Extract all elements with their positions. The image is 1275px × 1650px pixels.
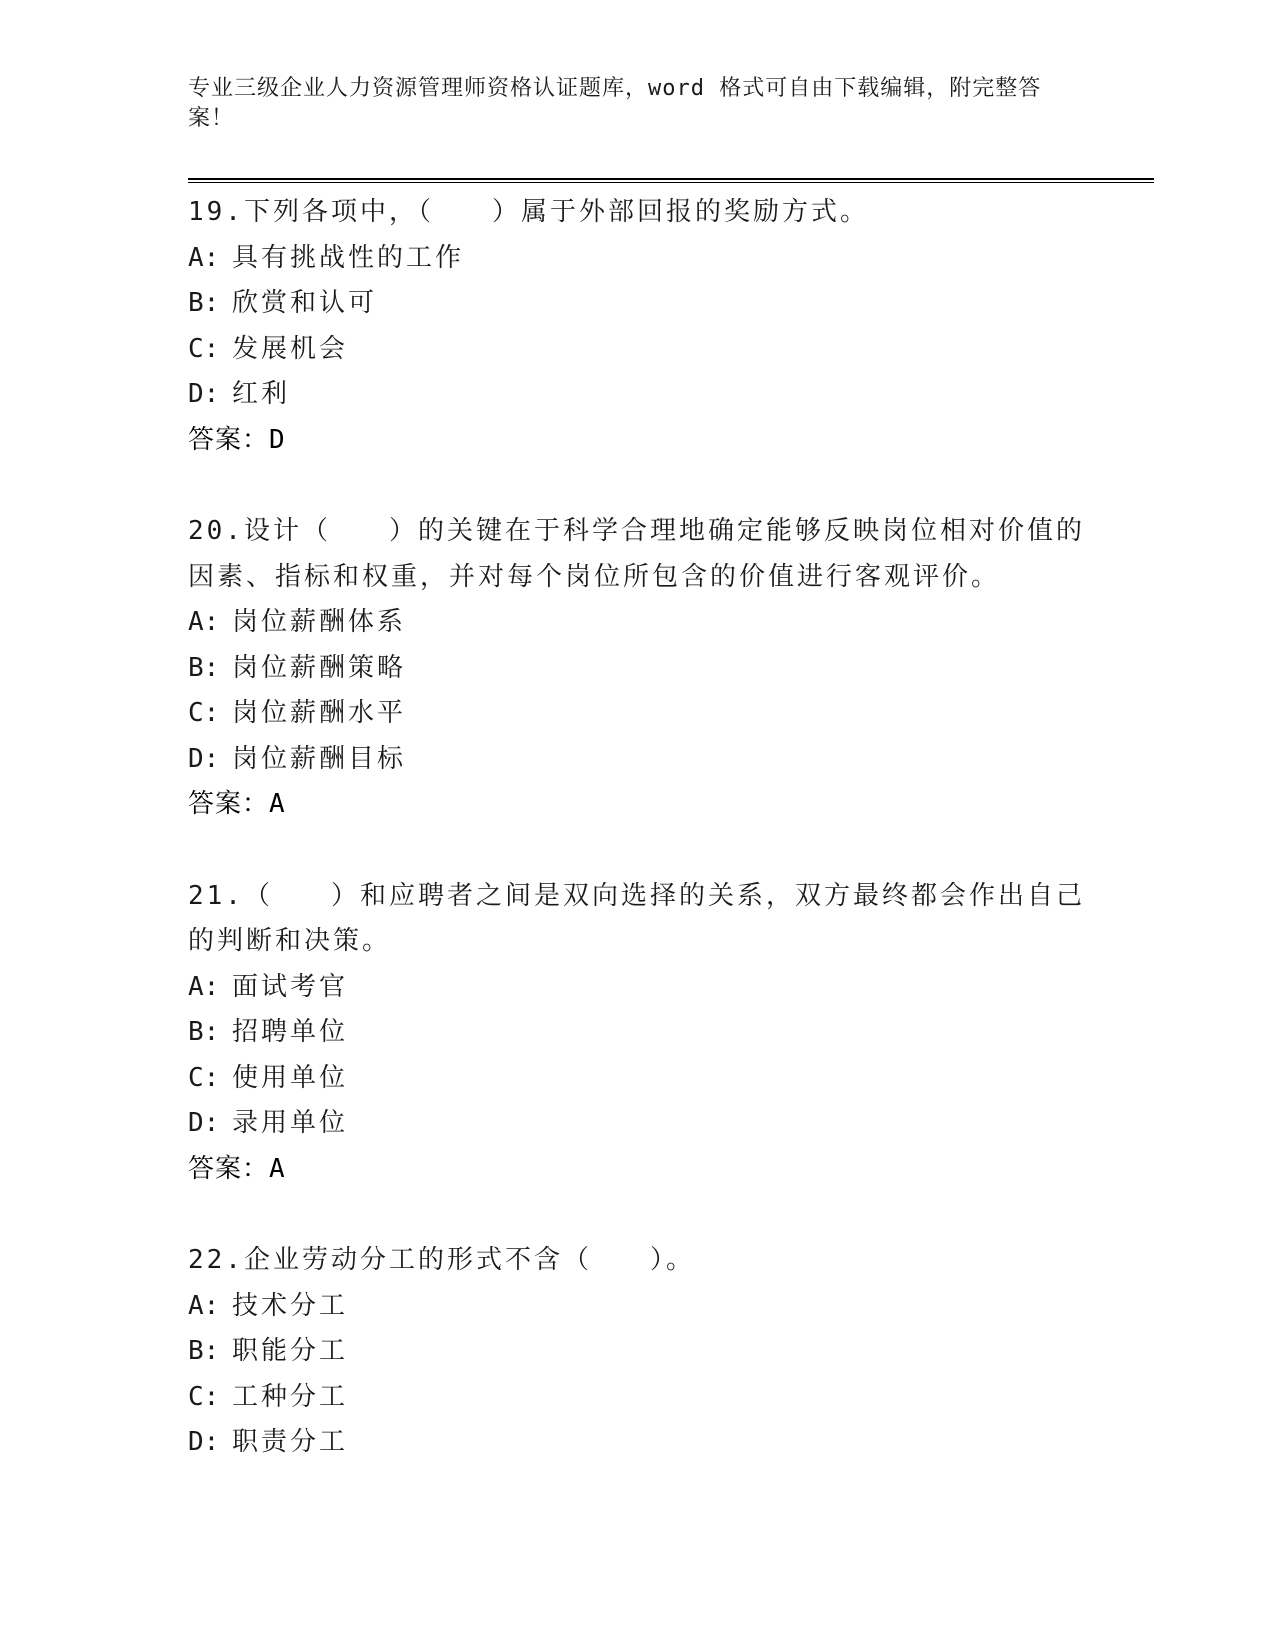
- option-key: B:: [188, 1336, 220, 1366]
- option-a: [188, 1284, 1088, 1330]
- option-text: 岗位薪酬水平: [232, 698, 407, 728]
- option-c: [188, 1056, 1088, 1102]
- answer-value: D: [269, 424, 286, 455]
- option-text: 职能分工: [232, 1336, 349, 1366]
- option-text: 岗位薪酬体系: [232, 607, 407, 637]
- option-text: 使用单位: [232, 1062, 349, 1093]
- question-20: [188, 509, 1088, 828]
- header-divider-thin: [188, 182, 1154, 183]
- option-text: 录用单位: [232, 1108, 349, 1138]
- answer-label: 答案：: [188, 424, 270, 455]
- question-stem: 22.企业劳动分工的形式不含（ ）。: [188, 1245, 695, 1275]
- answer-value: A: [269, 789, 286, 819]
- option-text: 红利: [232, 379, 291, 409]
- option-a: [188, 236, 1088, 282]
- option-text: 发展机会: [232, 333, 349, 364]
- question-stem: 19.下列各项中，（ ）属于外部回报的奖励方式。: [188, 197, 869, 227]
- option-text: 欣赏和认可: [232, 288, 378, 318]
- option-key: A:: [188, 971, 220, 1002]
- option-key: C:: [188, 698, 220, 728]
- option-key: A:: [188, 1290, 220, 1321]
- option-b: [188, 1329, 1088, 1375]
- answer-line: [188, 1147, 1088, 1193]
- option-key: B:: [188, 1017, 220, 1047]
- option-key: D:: [188, 379, 220, 409]
- option-c: [188, 1375, 1088, 1421]
- question-22: [188, 1238, 1088, 1466]
- option-text: 具有挑战性的工作: [232, 242, 465, 273]
- option-b: [188, 281, 1088, 327]
- option-text: 岗位薪酬目标: [232, 743, 407, 774]
- answer-label: 答案：: [188, 789, 270, 819]
- option-key: B:: [188, 652, 220, 683]
- question-stem: 21.（ ）和应聘者之间是双向选择的关系，双方最终都会作出自己的判断和决策。: [188, 880, 1085, 956]
- option-d: [188, 1101, 1088, 1147]
- option-b: [188, 1010, 1088, 1056]
- option-key: C:: [188, 1062, 220, 1093]
- option-a: [188, 965, 1088, 1011]
- answer-value: A: [269, 1153, 286, 1184]
- document-header: 专业三级企业人力资源管理师资格认证题库，word 格式可自由下载编辑，附完整答案！: [188, 76, 1042, 131]
- option-text: 职责分工: [232, 1427, 349, 1457]
- question-21: [188, 874, 1088, 1193]
- option-key: D:: [188, 743, 220, 774]
- option-key: A:: [188, 607, 220, 637]
- option-b: [188, 646, 1088, 692]
- option-key: D:: [188, 1108, 220, 1138]
- option-c: [188, 691, 1088, 737]
- option-text: 岗位薪酬策略: [232, 652, 407, 683]
- question-stem: 20.设计（ ）的关键在于科学合理地确定能够反映岗位相对价值的因素、指标和权重，并对每个岗位所包含的价值进行客观评价。: [188, 516, 1085, 592]
- option-key: C:: [188, 333, 220, 364]
- answer-line: [188, 418, 1088, 464]
- question-list: [188, 190, 1088, 1512]
- option-text: 工种分工: [232, 1381, 349, 1412]
- option-d: [188, 737, 1088, 783]
- answer-line: [188, 782, 1088, 828]
- option-text: 面试考官: [232, 971, 349, 1002]
- option-key: D:: [188, 1427, 220, 1457]
- option-text: 技术分工: [232, 1290, 349, 1321]
- option-key: B:: [188, 288, 220, 318]
- option-text: 招聘单位: [232, 1017, 349, 1047]
- option-d: [188, 1420, 1088, 1466]
- answer-label: 答案：: [188, 1153, 270, 1184]
- option-key: A:: [188, 242, 220, 273]
- option-a: [188, 600, 1088, 646]
- option-d: [188, 372, 1088, 418]
- header-divider-thick: [188, 178, 1154, 180]
- option-key: C:: [188, 1381, 220, 1412]
- question-19: [188, 190, 1088, 463]
- option-c: [188, 327, 1088, 373]
